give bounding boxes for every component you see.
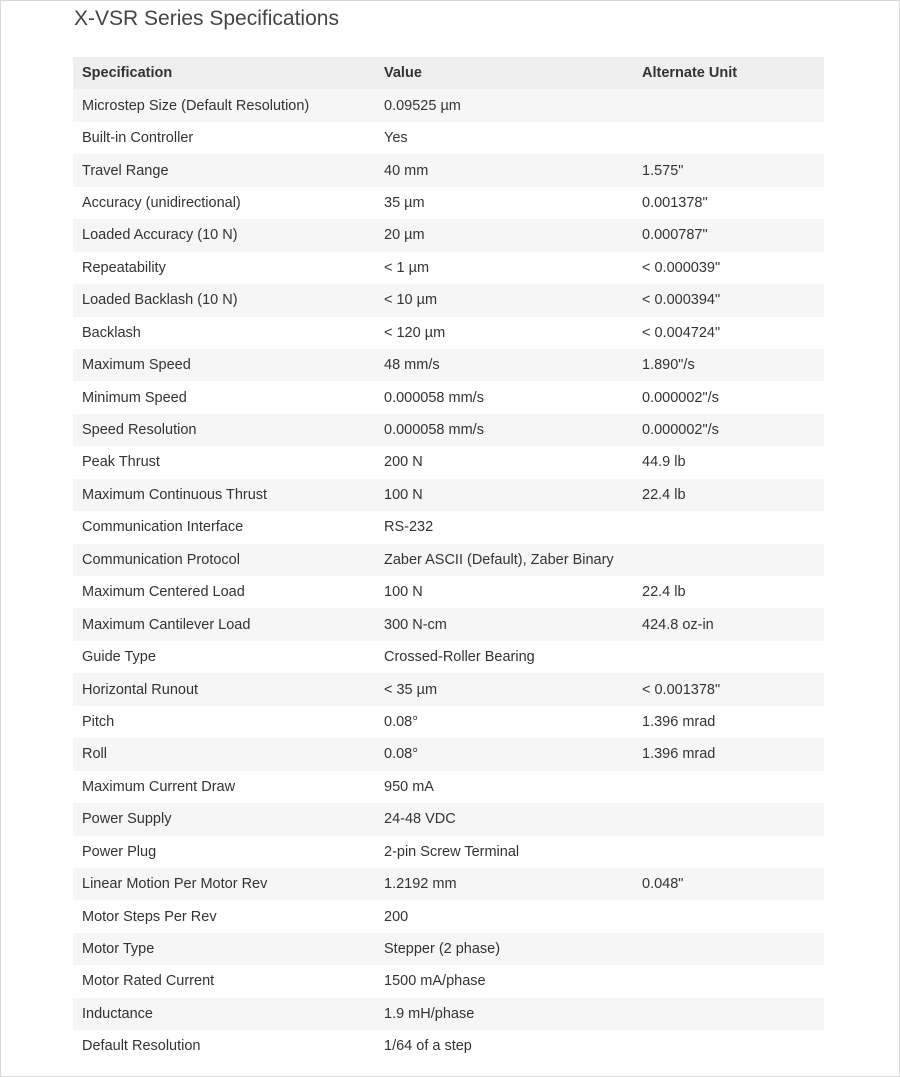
spec-name-cell: Horizontal Runout	[73, 673, 375, 705]
spec-name-cell: Roll	[73, 738, 375, 770]
spec-name-cell: Repeatability	[73, 252, 375, 284]
spec-alt-unit-cell	[633, 900, 824, 932]
spec-value-cell: 1500 mA/phase	[375, 965, 633, 997]
spec-name-cell: Linear Motion Per Motor Rev	[73, 868, 375, 900]
table-row	[73, 89, 824, 121]
spec-alt-unit-cell	[633, 965, 824, 997]
spec-value-cell: Yes	[375, 122, 633, 154]
spec-alt-unit-cell	[633, 803, 824, 835]
spec-value-cell: 1.9 mH/phase	[375, 998, 633, 1030]
table-row	[73, 317, 824, 349]
spec-alt-unit-cell	[633, 122, 824, 154]
spec-alt-unit-cell: 1.396 mrad	[633, 738, 824, 770]
spec-name-cell: Maximum Cantilever Load	[73, 608, 375, 640]
spec-value-cell: 200	[375, 900, 633, 932]
table-row	[73, 608, 824, 640]
spec-value-cell: < 120 µm	[375, 317, 633, 349]
table-row	[73, 122, 824, 154]
spec-value-cell: 100 N	[375, 479, 633, 511]
spec-name-cell: Communication Interface	[73, 511, 375, 543]
spec-value-cell: 40 mm	[375, 154, 633, 186]
table-row	[73, 252, 824, 284]
page-title: X-VSR Series Specifications	[74, 7, 339, 30]
spec-value-cell: Crossed-Roller Bearing	[375, 641, 633, 673]
spec-name-cell: Loaded Backlash (10 N)	[73, 284, 375, 316]
table-row	[73, 965, 824, 997]
spec-value-cell: 24-48 VDC	[375, 803, 633, 835]
table-body	[73, 89, 824, 1062]
spec-alt-unit-cell: 44.9 lb	[633, 446, 824, 478]
spec-name-cell: Maximum Current Draw	[73, 771, 375, 803]
spec-value-cell: < 10 µm	[375, 284, 633, 316]
spec-alt-unit-cell	[633, 933, 824, 965]
spec-name-cell: Pitch	[73, 706, 375, 738]
table-row	[73, 219, 824, 251]
spec-alt-unit-cell: 0.000002"/s	[633, 414, 824, 446]
spec-alt-unit-cell: 0.000002"/s	[633, 381, 824, 413]
spec-alt-unit-cell: 22.4 lb	[633, 576, 824, 608]
spec-value-cell: < 35 µm	[375, 673, 633, 705]
spec-alt-unit-cell: 1.890"/s	[633, 349, 824, 381]
spec-value-cell: 100 N	[375, 576, 633, 608]
table-row	[73, 900, 824, 932]
header-alternate-unit: Alternate Unit	[633, 57, 824, 89]
spec-alt-unit-cell: 1.575"	[633, 154, 824, 186]
table-row	[73, 868, 824, 900]
header-value: Value	[375, 57, 633, 89]
spec-value-cell: 0.000058 mm/s	[375, 381, 633, 413]
spec-value-cell: 0.000058 mm/s	[375, 414, 633, 446]
table-row	[73, 933, 824, 965]
spec-name-cell: Travel Range	[73, 154, 375, 186]
table-row	[73, 511, 824, 543]
table-row	[73, 544, 824, 576]
spec-name-cell: Power Supply	[73, 803, 375, 835]
spec-alt-unit-cell: < 0.001378"	[633, 673, 824, 705]
spec-value-cell: 950 mA	[375, 771, 633, 803]
spec-alt-unit-cell: 424.8 oz-in	[633, 608, 824, 640]
spec-name-cell: Loaded Accuracy (10 N)	[73, 219, 375, 251]
spec-name-cell: Guide Type	[73, 641, 375, 673]
table-row	[73, 706, 824, 738]
spec-name-cell: Communication Protocol	[73, 544, 375, 576]
spec-value-cell: 1.2192 mm	[375, 868, 633, 900]
spec-name-cell: Maximum Continuous Thrust	[73, 479, 375, 511]
spec-alt-unit-cell: 0.001378"	[633, 187, 824, 219]
table-row	[73, 479, 824, 511]
spec-name-cell: Inductance	[73, 998, 375, 1030]
spec-value-cell: 35 µm	[375, 187, 633, 219]
spec-name-cell: Motor Type	[73, 933, 375, 965]
spec-alt-unit-cell: 1.396 mrad	[633, 706, 824, 738]
table-row	[73, 673, 824, 705]
spec-name-cell: Motor Rated Current	[73, 965, 375, 997]
spec-value-cell: < 1 µm	[375, 252, 633, 284]
spec-alt-unit-cell	[633, 998, 824, 1030]
spec-value-cell: 2-pin Screw Terminal	[375, 836, 633, 868]
table-row	[73, 414, 824, 446]
spec-name-cell: Speed Resolution	[73, 414, 375, 446]
spec-alt-unit-cell	[633, 771, 824, 803]
table-row	[73, 381, 824, 413]
table-row	[73, 998, 824, 1030]
spec-value-cell: 0.08°	[375, 738, 633, 770]
spec-value-cell: 1/64 of a step	[375, 1030, 633, 1062]
spec-name-cell: Power Plug	[73, 836, 375, 868]
table-row	[73, 349, 824, 381]
spec-alt-unit-cell	[633, 511, 824, 543]
spec-name-cell: Maximum Speed	[73, 349, 375, 381]
spec-value-cell: 48 mm/s	[375, 349, 633, 381]
table-row	[73, 803, 824, 835]
spec-name-cell: Backlash	[73, 317, 375, 349]
table-row	[73, 836, 824, 868]
table-row	[73, 284, 824, 316]
spec-alt-unit-cell: < 0.000039"	[633, 252, 824, 284]
spec-value-cell: 200 N	[375, 446, 633, 478]
spec-table	[73, 57, 824, 1063]
table-row	[73, 154, 824, 186]
spec-name-cell: Minimum Speed	[73, 381, 375, 413]
table-row	[73, 1030, 824, 1062]
table-header	[73, 57, 824, 89]
spec-alt-unit-cell	[633, 544, 824, 576]
table-row	[73, 446, 824, 478]
spec-value-cell: Stepper (2 phase)	[375, 933, 633, 965]
spec-value-cell: 20 µm	[375, 219, 633, 251]
spec-alt-unit-cell: 0.000787"	[633, 219, 824, 251]
spec-value-cell: 300 N-cm	[375, 608, 633, 640]
spec-name-cell: Motor Steps Per Rev	[73, 900, 375, 932]
spec-name-cell: Maximum Centered Load	[73, 576, 375, 608]
table-header-row	[73, 57, 824, 89]
spec-alt-unit-cell: 0.048"	[633, 868, 824, 900]
spec-alt-unit-cell: < 0.004724"	[633, 317, 824, 349]
spec-alt-unit-cell	[633, 1030, 824, 1062]
spec-name-cell: Microstep Size (Default Resolution)	[73, 89, 375, 121]
spec-alt-unit-cell: 22.4 lb	[633, 479, 824, 511]
spec-alt-unit-cell: < 0.000394"	[633, 284, 824, 316]
spec-name-cell: Built-in Controller	[73, 122, 375, 154]
spec-value-cell: 0.09525 µm	[375, 89, 633, 121]
spec-alt-unit-cell	[633, 89, 824, 121]
spec-value-cell: 0.08°	[375, 706, 633, 738]
table-row	[73, 187, 824, 219]
header-specification: Specification	[73, 57, 375, 89]
table-row	[73, 771, 824, 803]
spec-name-cell: Default Resolution	[73, 1030, 375, 1062]
spec-name-cell: Accuracy (unidirectional)	[73, 187, 375, 219]
spec-name-cell: Peak Thrust	[73, 446, 375, 478]
table-row	[73, 738, 824, 770]
spec-alt-unit-cell	[633, 836, 824, 868]
spec-value-cell: Zaber ASCII (Default), Zaber Binary	[375, 544, 633, 576]
spec-alt-unit-cell	[633, 641, 824, 673]
table-row	[73, 576, 824, 608]
spec-value-cell: RS-232	[375, 511, 633, 543]
table-row	[73, 641, 824, 673]
